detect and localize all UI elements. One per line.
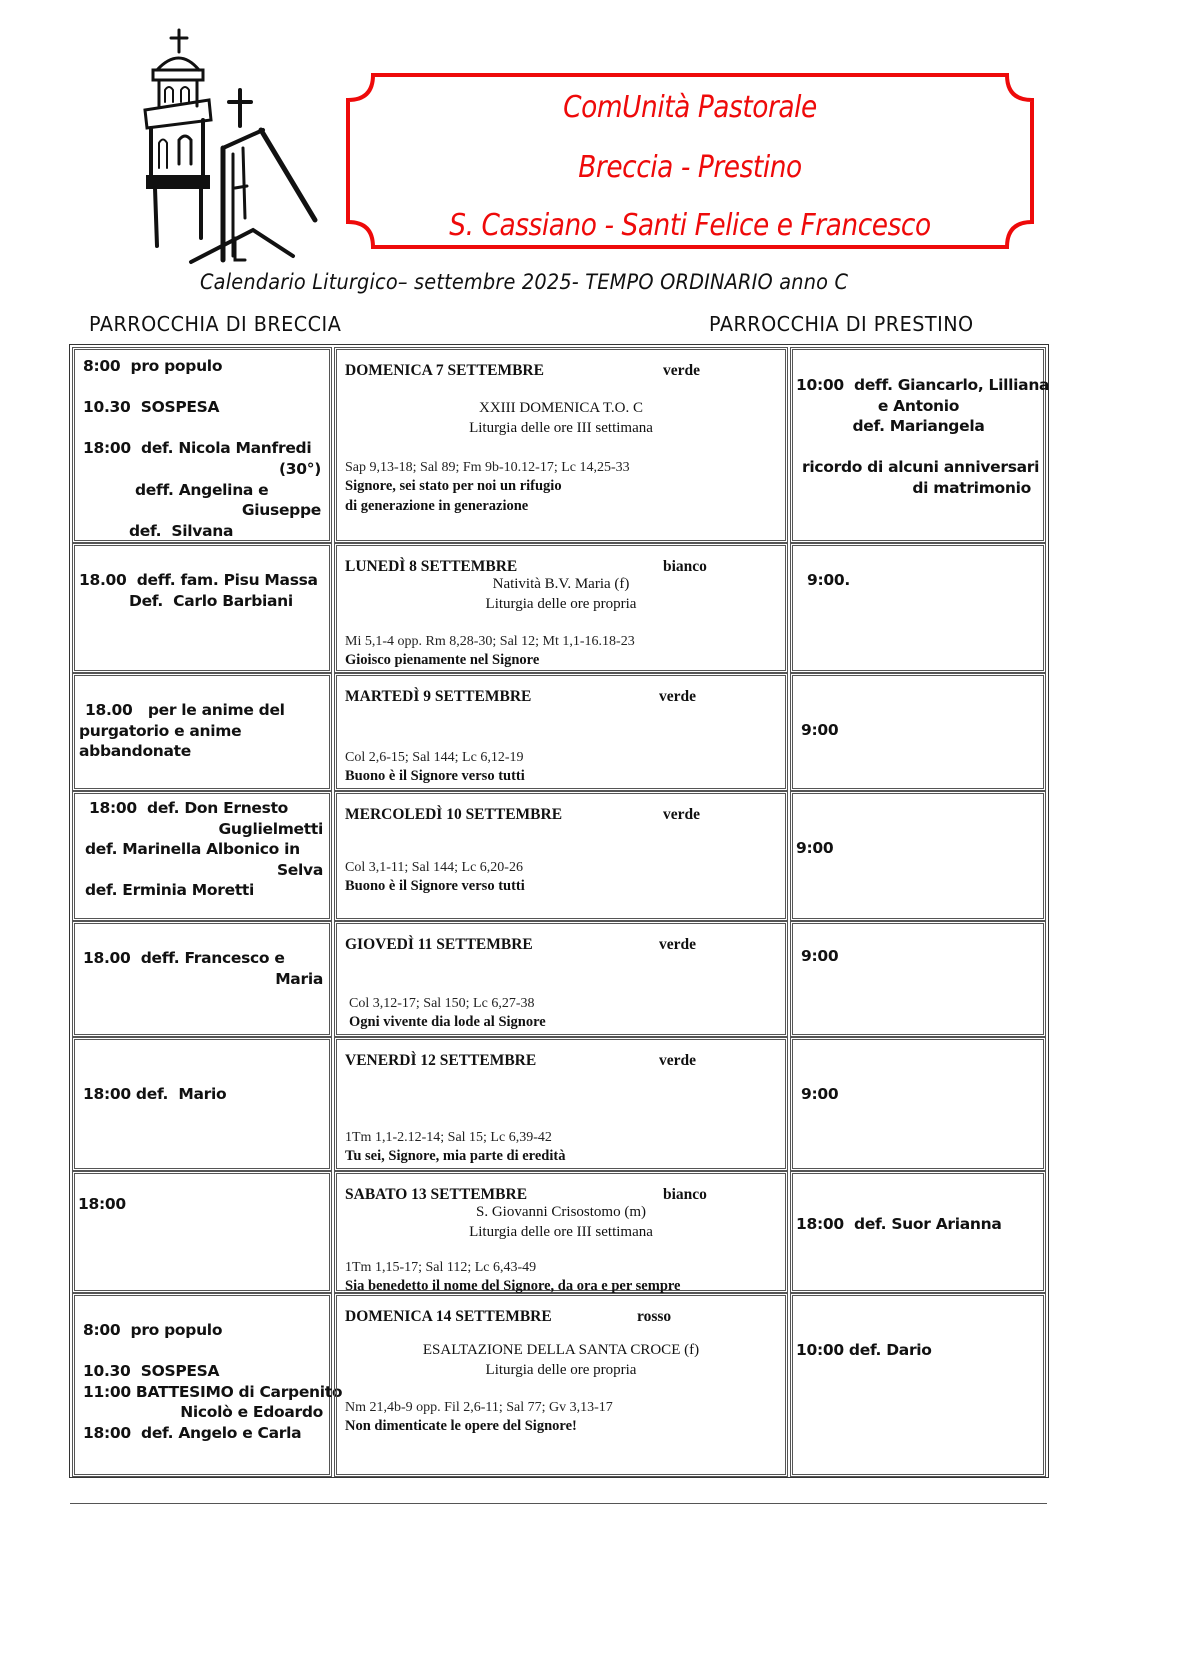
table-row (70, 1293, 1048, 1477)
liturgical-color: verde (659, 1052, 697, 1069)
mass-line: 18:00 def. Nicola Manfredi (83, 439, 312, 458)
breccia-masses-cell (72, 921, 332, 1037)
day-heading: DOMENICA 14 SETTEMBRE (345, 1308, 552, 1325)
mass-line: Nicolò e Edoardo (180, 1403, 323, 1422)
table-row (70, 1171, 1048, 1293)
mass-line: 9:00 (801, 1085, 839, 1103)
mass-line: 18.00 deff. Francesco e (83, 949, 285, 967)
liturgy-cell (334, 1037, 788, 1171)
prestino-masses-cell (790, 543, 1046, 673)
readings: 1Tm 1,1-2.12-14; Sal 15; Lc 6,39-42 (345, 1130, 552, 1145)
mass-line: di matrimonio (912, 478, 1031, 497)
mass-line: Maria (275, 969, 323, 988)
mass-line: Selva (276, 860, 323, 879)
mass-line: Def. Carlo Barbiani (129, 591, 293, 610)
mass-line: 18.00 per le anime del (85, 701, 285, 719)
liturgy-cell (334, 543, 788, 673)
community-title-line-1: ComUnità Pastorale (563, 90, 817, 125)
liturgy-hours: Liturgia delle ore propria (485, 1362, 637, 1378)
mass-line: def. Erminia Moretti (85, 881, 255, 900)
mass-line: 9:00 (801, 947, 839, 965)
liturgy-cell (334, 921, 788, 1037)
mass-line: 9:00 (801, 721, 839, 739)
mass-line: abbandonate (79, 742, 192, 761)
church-logo-icon (135, 28, 325, 268)
breccia-masses-cell (72, 1171, 332, 1293)
mass-line: 18:00 def. Suor Arianna (796, 1215, 1002, 1233)
parish-breccia-heading: PARROCCHIA DI BRECCIA (89, 312, 342, 336)
liturgical-color: verde (659, 936, 697, 953)
day-heading: MERCOLEDÌ 10 SETTEMBRE (345, 806, 563, 823)
psalm-response-line: Signore, sei stato per noi un rifugio (345, 478, 562, 494)
readings: 1Tm 1,15-17; Sal 112; Lc 6,43-49 (345, 1260, 537, 1275)
community-title-line-2: Breccia - Prestino (578, 150, 802, 185)
psalm-response-line: Gioisco pienamente nel Signore (345, 652, 540, 668)
breccia-masses-cell (72, 673, 332, 791)
readings: Nm 21,4b-9 opp. Fil 2,6-11; Sal 77; Gv 3,13-17 (345, 1400, 613, 1415)
mass-line: 18:00 (78, 1195, 126, 1213)
mass-line: 8:00 pro populo (83, 1321, 223, 1339)
prestino-masses-cell (790, 921, 1046, 1037)
mass-line: 18.00 deff. fam. Pisu Massa (79, 571, 318, 589)
liturgical-calendar-table (69, 344, 1049, 1478)
breccia-masses-cell (72, 1293, 343, 1477)
readings: Col 3,1-11; Sal 144; Lc 6,20-26 (345, 860, 523, 875)
liturgy-hours: Liturgia delle ore propria (485, 596, 637, 612)
feast-name: S. Giovanni Crisostomo (m) (475, 1204, 646, 1220)
mass-line: (30°) (279, 459, 321, 478)
feast-name: ESALTAZIONE DELLA SANTA CROCE (f) (422, 1342, 700, 1358)
mass-line: 18:00 def. Mario (83, 1085, 227, 1103)
day-heading: GIOVEDÌ 11 SETTEMBRE (345, 936, 533, 953)
feast-name: XXIII DOMENICA T.O. C (478, 400, 644, 416)
footer-divider (70, 1503, 1047, 1504)
breccia-masses-cell (72, 791, 332, 921)
table-row (70, 543, 1048, 673)
mass-line: def. Marinella Albonico in (85, 840, 300, 859)
readings: Col 3,12-17; Sal 150; Lc 6,27-38 (349, 996, 535, 1011)
mass-line: Giuseppe (241, 501, 321, 520)
liturgical-color: verde (659, 688, 697, 705)
prestino-masses-cell (790, 1293, 1046, 1477)
mass-line: deff. Angelina e (135, 480, 269, 499)
table-row (70, 347, 1048, 543)
psalm-response-line: Buono è il Signore verso tutti (345, 768, 525, 784)
mass-line: def. Silvana (129, 521, 234, 540)
breccia-masses-cell (72, 347, 332, 543)
table-row (70, 791, 1048, 921)
mass-line: 9:00 (796, 839, 834, 857)
liturgy-cell (334, 1293, 788, 1477)
day-heading: LUNEDÌ 8 SETTEMBRE (345, 558, 518, 575)
mass-line: e Antonio (877, 396, 960, 415)
table-row (70, 1037, 1048, 1171)
mass-line: 18:00 def. Don Ernesto (89, 799, 289, 817)
liturgy-cell (334, 347, 788, 543)
mass-line: 8:00 pro populo (83, 357, 223, 375)
mass-line: Guglielmetti (218, 819, 323, 838)
psalm-response-line: Sia benedetto il nome del Signore, da ora e per sempre (345, 1278, 681, 1294)
calendar-subtitle: Calendario Liturgico– settembre 2025- TEMPO ORDINARIO anno C (200, 270, 849, 294)
psalm-response-line: Buono è il Signore verso tutti (345, 878, 525, 894)
liturgical-color: bianco (663, 1186, 707, 1203)
liturgy-hours: Liturgia delle ore III settimana (469, 420, 653, 436)
mass-line: 10.30 SOSPESA (83, 1362, 220, 1381)
mass-line: def. Mariangela (852, 417, 985, 436)
mass-line: 18:00 def. Angelo e Carla (83, 1423, 302, 1442)
breccia-masses-cell (72, 543, 332, 673)
breccia-masses-cell (72, 1037, 332, 1171)
liturgical-color: verde (663, 806, 701, 823)
liturgy-hours: Liturgia delle ore III settimana (469, 1224, 653, 1240)
community-title-banner (345, 72, 1035, 250)
prestino-masses-cell (790, 347, 1050, 543)
prestino-masses-cell (790, 791, 1046, 921)
day-heading: VENERDÌ 12 SETTEMBRE (345, 1052, 537, 1069)
mass-line: ricordo di alcuni anniversari (802, 458, 1040, 477)
mass-line: 10:00 deff. Giancarlo, Lilliana (796, 376, 1050, 394)
psalm-response-line: Non dimenticate le opere del Signore! (345, 1418, 577, 1434)
mass-line: 10.30 SOSPESA (83, 398, 220, 417)
liturgical-color: bianco (663, 558, 707, 575)
liturgical-color: verde (663, 362, 701, 379)
day-heading: MARTEDÌ 9 SETTEMBRE (345, 688, 532, 705)
mass-line: 9:00. (807, 571, 850, 589)
liturgy-cell (334, 1171, 788, 1293)
parish-prestino-heading: PARROCCHIA DI PRESTINO (709, 312, 974, 336)
day-heading: SABATO 13 SETTEMBRE (345, 1186, 528, 1203)
day-heading: DOMENICA 7 SETTEMBRE (345, 362, 544, 379)
psalm-response-line: di generazione in generazione (345, 498, 529, 514)
prestino-masses-cell (790, 1037, 1046, 1171)
psalm-response-line: Ogni vivente dia lode al Signore (349, 1014, 546, 1030)
mass-line: 11:00 BATTESIMO di Carpenito (83, 1382, 343, 1401)
liturgical-color: rosso (637, 1308, 672, 1325)
feast-name: Natività B.V. Maria (f) (492, 576, 630, 592)
table-row (70, 921, 1048, 1037)
mass-line: purgatorio e anime (79, 721, 242, 740)
readings: Mi 5,1-4 opp. Rm 8,28-30; Sal 12; Mt 1,1-16.18-23 (345, 634, 635, 649)
readings: Sap 9,13-18; Sal 89; Fm 9b-10.12-17; Lc 14,25-33 (345, 460, 630, 475)
prestino-masses-cell (790, 673, 1046, 791)
liturgy-cell (334, 791, 788, 921)
community-title-line-3: S. Cassiano - Santi Felice e Francesco (449, 208, 931, 243)
psalm-response-line: Tu sei, Signore, mia parte di eredità (345, 1148, 566, 1164)
liturgy-cell (334, 673, 788, 791)
mass-line: 10:00 def. Dario (796, 1341, 932, 1359)
readings: Col 2,6-15; Sal 144; Lc 6,12-19 (345, 750, 524, 765)
table-row (70, 673, 1048, 791)
prestino-masses-cell (790, 1171, 1046, 1293)
